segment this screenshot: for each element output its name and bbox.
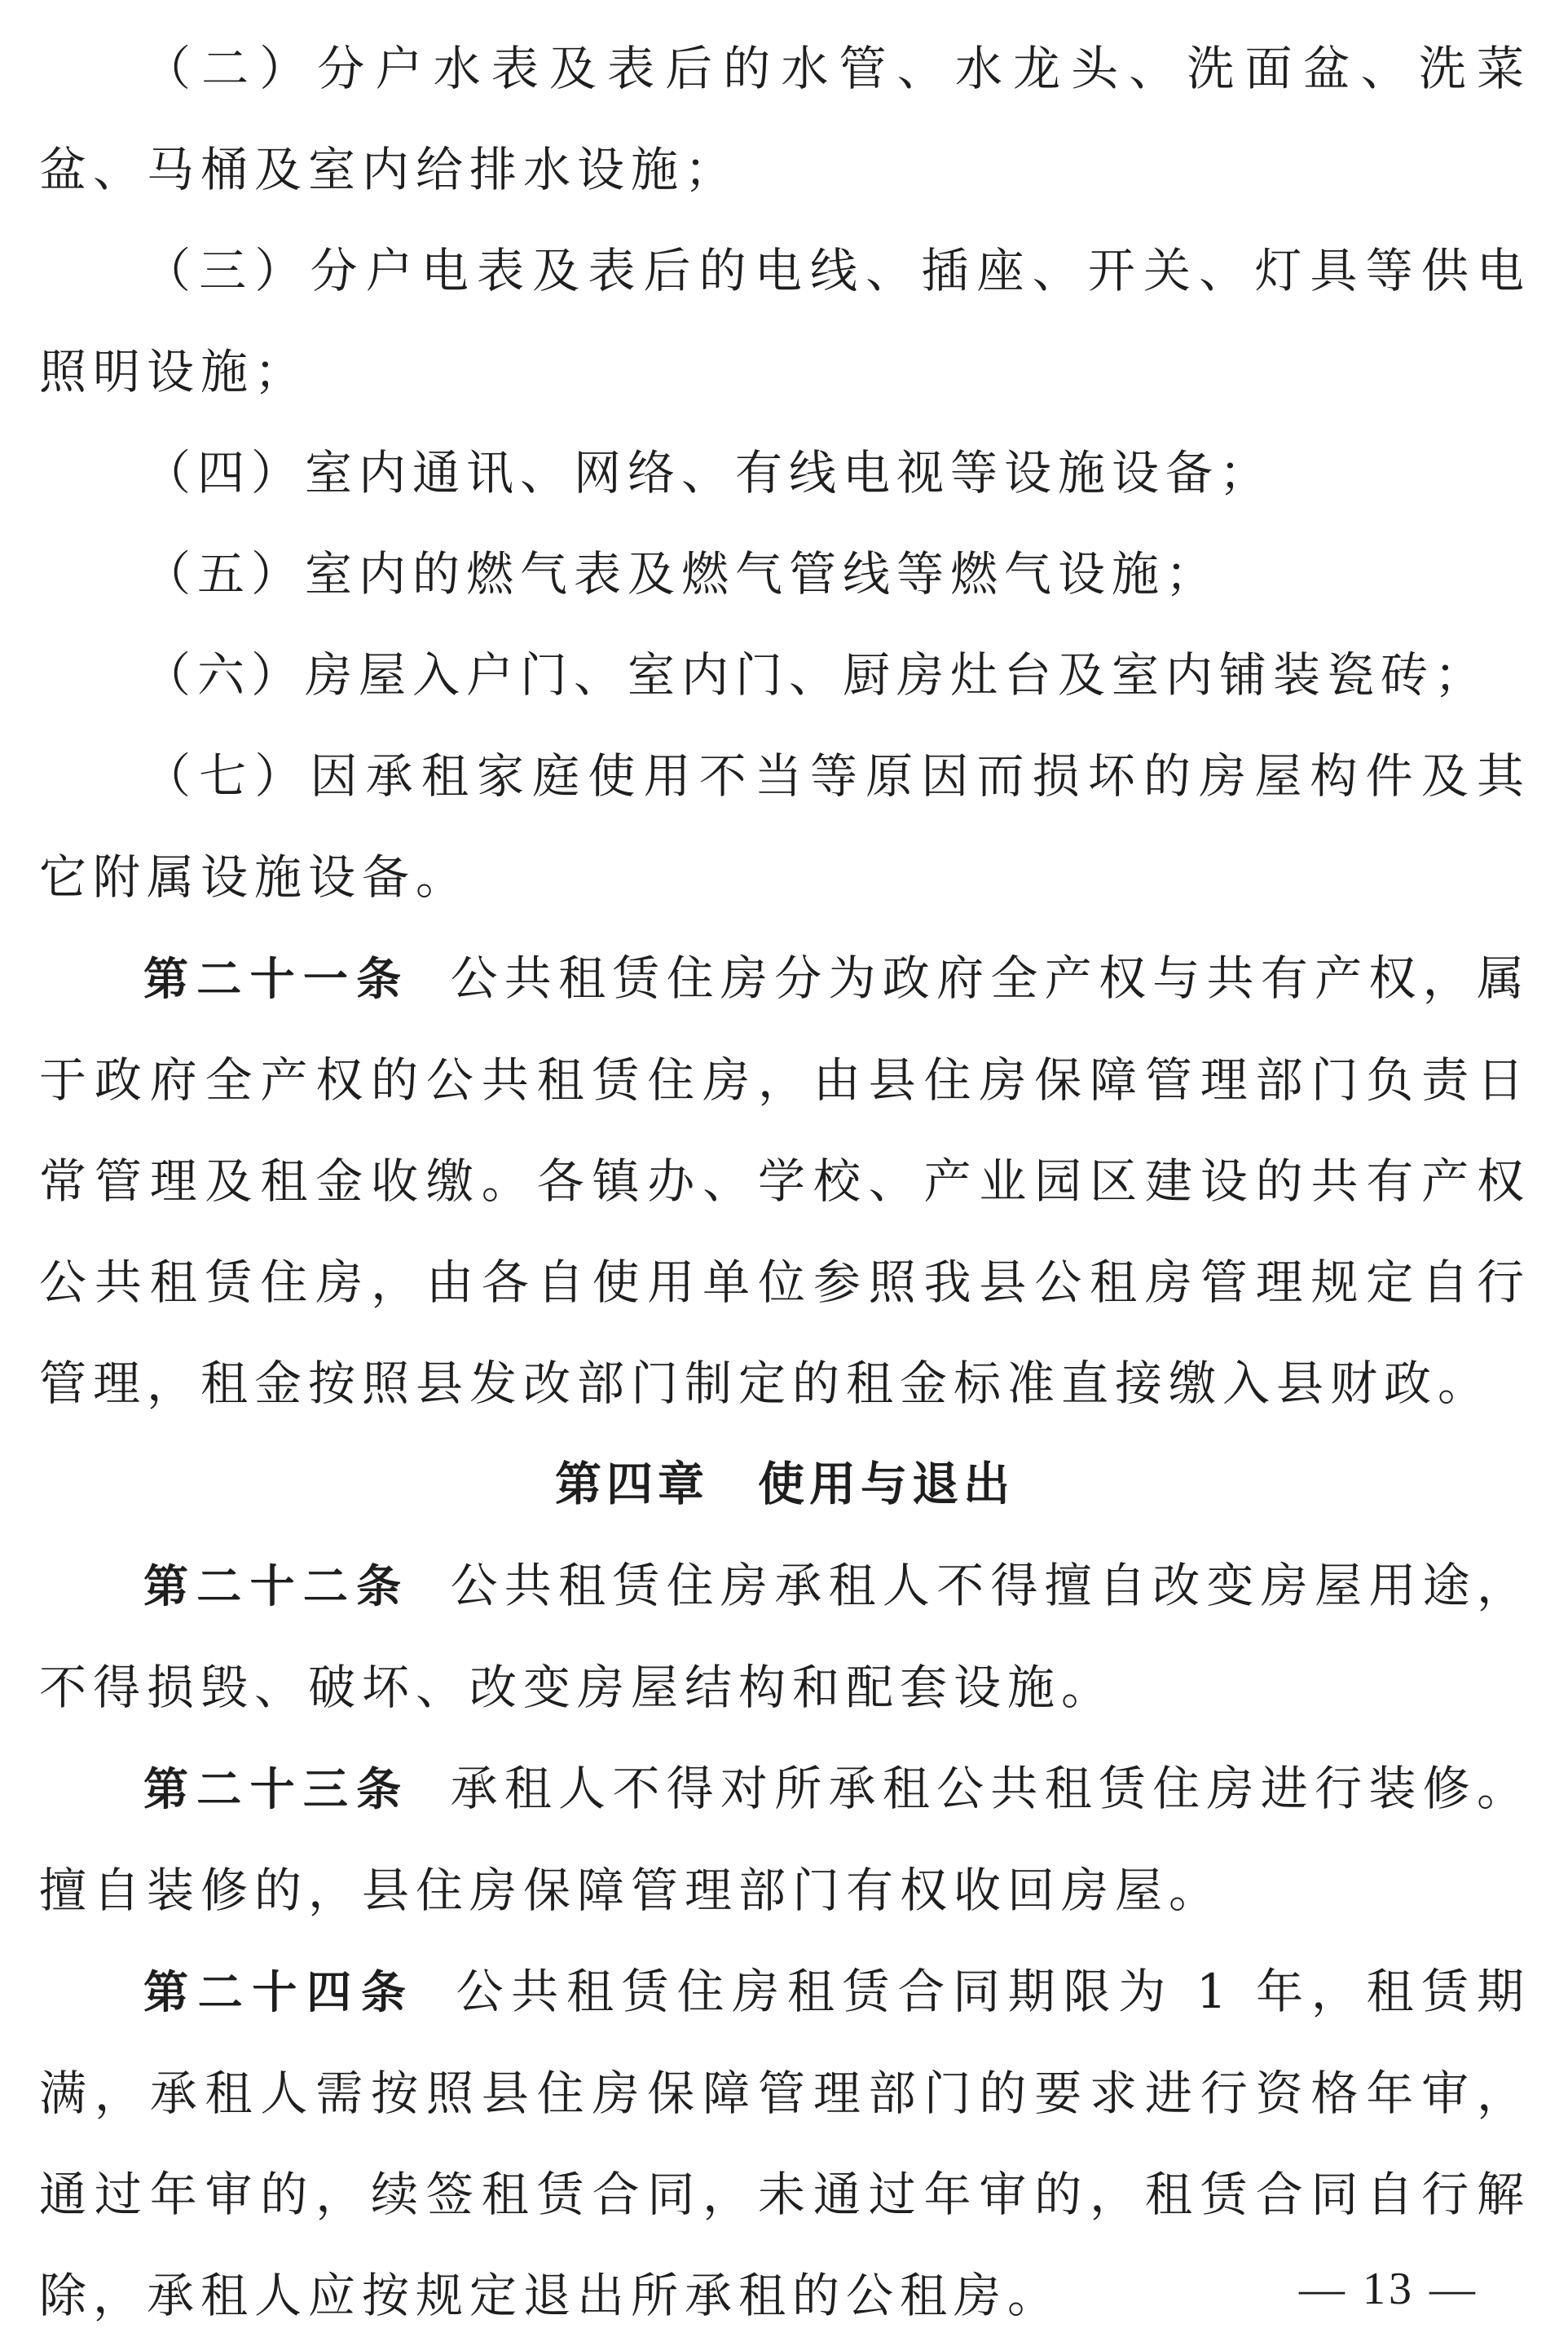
chapter-heading — [39, 1434, 1531, 1535]
article-22-heading: 第二十二条 — [143, 1560, 410, 1612]
article-22-text: 公共租赁住房承租人不得擅自改变房屋用途，不得损毁、破坏、改变房屋结构和配套设施。 — [39, 1558, 1531, 1715]
article-22 — [39, 1535, 1531, 1738]
chapter-title: 使用与退出 — [758, 1457, 1015, 1511]
article-24-text: 公共租赁住房租赁合同期限为 1 年，租赁期满，承租人需按照县住房保障管理部门的要求进行资格年审，通过年审的，续签租赁合同，未通过年审的，租赁合同自行解除，承租人应按规定退出所承租的公租房。 — [39, 1964, 1531, 2323]
list-item-2: （二）分户水表及表后的水管、水龙头、洗面盆、洗菜盆、马桶及室内给排水设施； — [39, 41, 1531, 197]
page-number: — 13 — — [1299, 2264, 1478, 2314]
list-item-5: （五）室内的燃气表及燃气管线等燃气设施； — [143, 546, 1220, 602]
article-24-heading: 第二十四条 — [143, 1966, 416, 2018]
article-23-text: 承租人不得对所承租公共租赁住房进行装修。擅自装修的，县住房保障管理部门有权收回房屋。 — [39, 1761, 1531, 1918]
document-body — [39, 18, 1531, 2346]
article-23 — [39, 1738, 1531, 1941]
article-21-text: 公共租赁住房分为政府全产权与共有产权，属于政府全产权的公共租赁住房，由县住房保障管理部门负责日常管理及租金收缴。各镇办、学校、产业园区建设的共有产权公共租赁住房，由各自使用单位参照我县公租房管理规定自行管理，租金按照县发改部门制定的租金标准直接缴入县财政。 — [39, 950, 1531, 1411]
article-21-heading: 第二十一条 — [143, 953, 410, 1005]
article-21 — [39, 928, 1531, 1434]
list-item-3: （三）分户电表及表后的电线、插座、开关、灯具等供电照明设施； — [39, 243, 1531, 399]
chapter-number: 第四章 — [555, 1457, 709, 1511]
article-23-heading: 第二十三条 — [143, 1763, 410, 1815]
list-item-6: （六）房屋入户门、室内门、厨房灶台及室内铺装瓷砖； — [143, 647, 1489, 703]
list-item-4: （四）室内通讯、网络、有线电视等设施设备； — [143, 445, 1274, 501]
list-item-7: （七）因承租家庭使用不当等原因而损坏的房屋构件及其它附属设施设备。 — [39, 748, 1531, 905]
